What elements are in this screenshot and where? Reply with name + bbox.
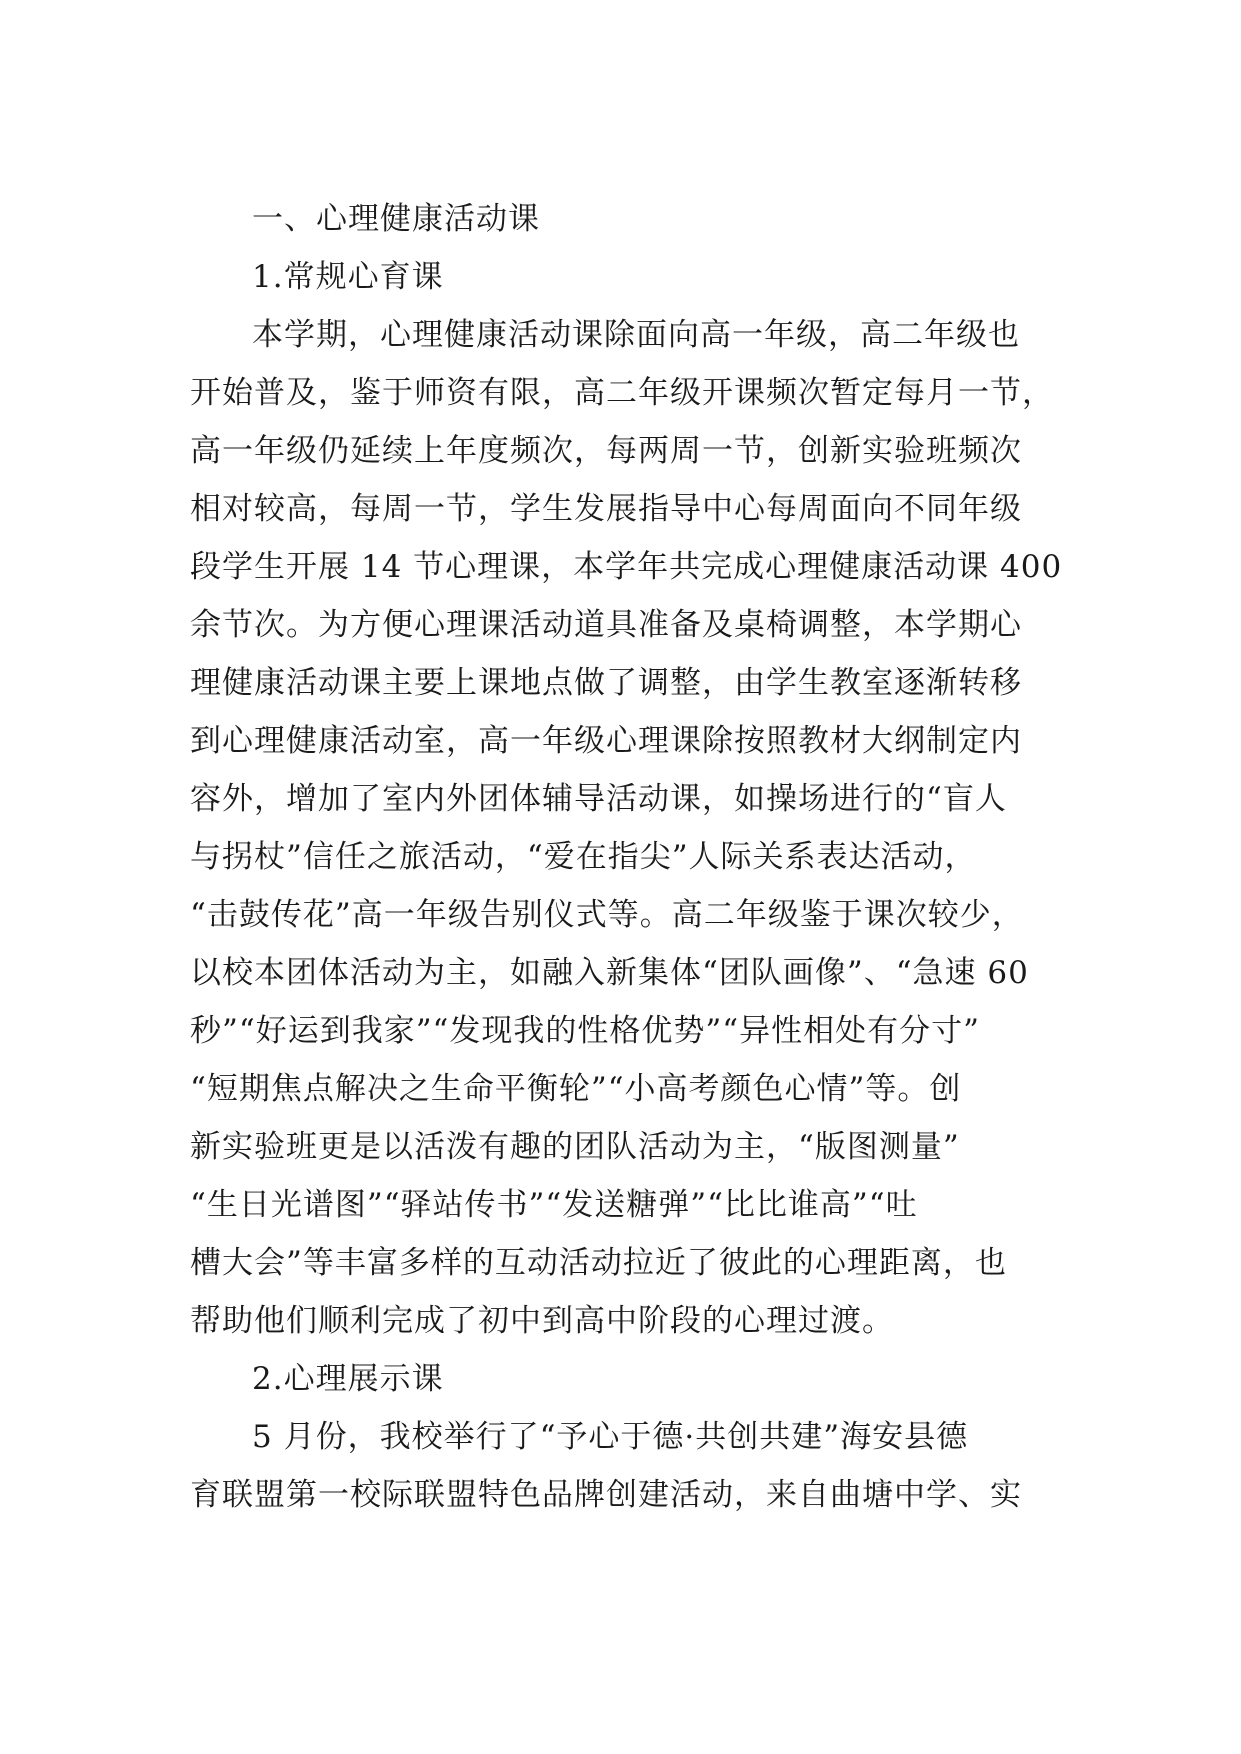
paragraph-1-line: 相对较高，每周一节，学生发展指导中心每周面向不同年级 [190,491,1022,527]
section-2-title: 2.心理展示课 [252,1361,444,1397]
paragraph-1-line: 本学期，心理健康活动课除面向高一年级，高二年级也 [252,317,1020,353]
paragraph-1-line: “生日光谱图”“驿站传书”“发送糖弹”“比比谁高”“吐 [190,1187,918,1223]
paragraph-1-line: 秒”“好运到我家”“发现我的性格优势”“异性相处有分寸” [190,1013,980,1049]
paragraph-1-line: 开始普及，鉴于师资有限，高二年级开课频次暂定每月一节， [190,375,1054,411]
paragraph-1-line: 到心理健康活动室，高一年级心理课除按照教材大纲制定内 [190,723,1022,759]
paragraph-1-line: 段学生开展 14 节心理课，本学年共完成心理健康活动课 400 [190,549,1063,585]
paragraph-2-line: 5 月份，我校举行了“予心于德·共创共建”海安县德 [252,1419,969,1455]
paragraph-1-line: 容外，增加了室内外团体辅导活动课，如操场进行的“盲人 [190,781,1007,817]
paragraph-1-line: 槽大会”等丰富多样的互动活动拉近了彼此的心理距离，也 [190,1245,1007,1281]
paragraph-1-line: 帮助他们顺利完成了初中到高中阶段的心理过渡。 [190,1303,894,1339]
paragraph-1-line: 以校本团体活动为主，如融入新集体“团队画像”、“急速 60 [190,955,1029,991]
paragraph-1-line: “短期焦点解决之生命平衡轮”“小高考颜色心情”等。创 [190,1071,962,1107]
paragraph-1-line: “击鼓传花”高一年级告别仪式等。高二年级鉴于课次较少， [190,897,1024,933]
paragraph-1-line: 理健康活动课主要上课地点做了调整，由学生教室逐渐转移 [190,665,1022,701]
section-1-title: 1.常规心育课 [252,259,444,295]
paragraph-2-line: 育联盟第一校际联盟特色品牌创建活动，来自曲塘中学、实 [190,1477,1022,1513]
paragraph-1-line: 高一年级仍延续上年度频次，每两周一节，创新实验班频次 [190,433,1022,469]
heading-1: 一、心理健康活动课 [252,201,540,237]
paragraph-1-line: 新实验班更是以活泼有趣的团队活动为主，“版图测量” [190,1129,960,1165]
paragraph-1-line: 与拐杖”信任之旅活动，“爱在指尖”人际关系表达活动， [190,839,977,875]
paragraph-1-line: 余节次。为方便心理课活动道具准备及桌椅调整，本学期心 [190,607,1022,643]
